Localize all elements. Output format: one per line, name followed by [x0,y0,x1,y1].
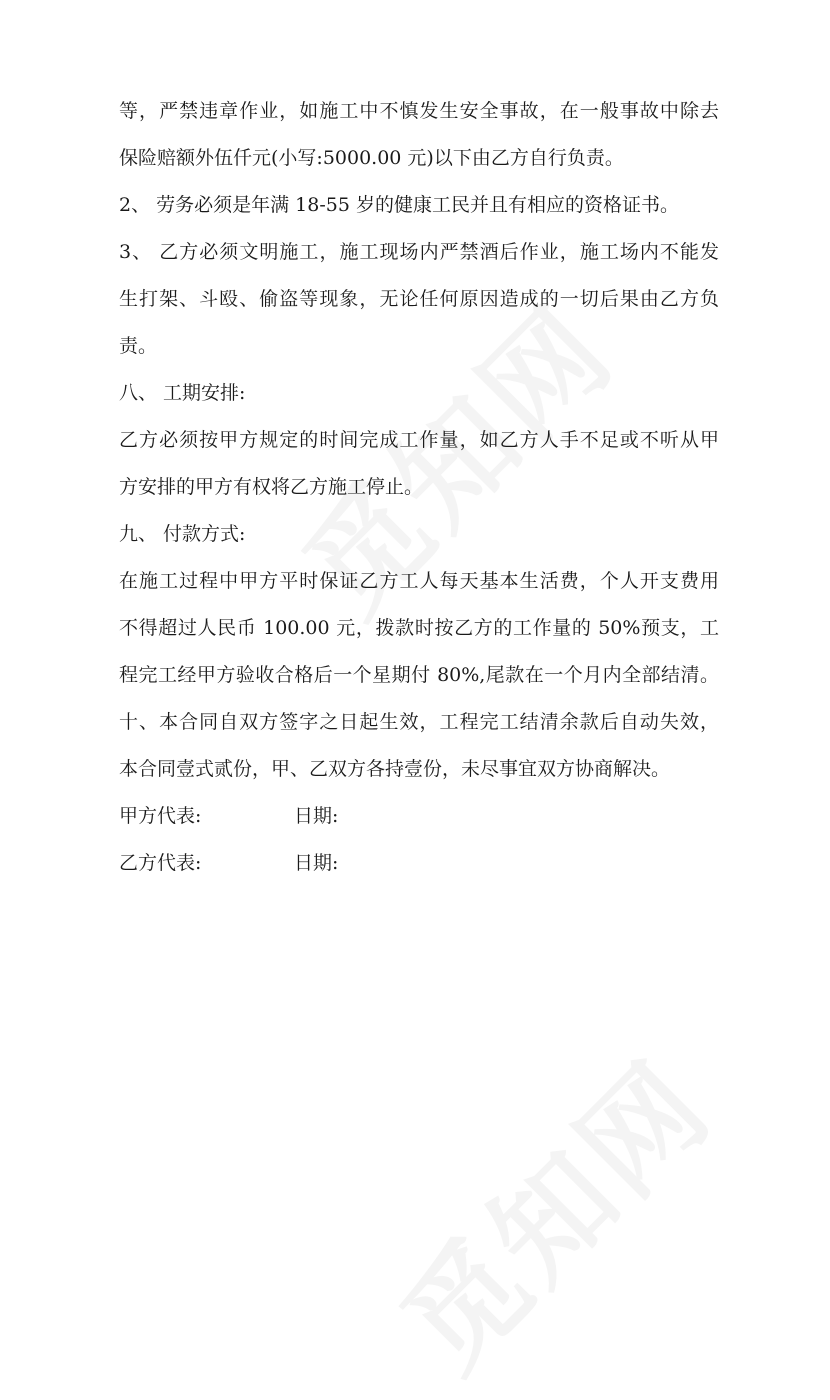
watermark-text-bottom [358,1017,741,1400]
paragraph-line [119,754,719,784]
watermark-bottom [273,983,627,1337]
signature-row-b [119,848,719,878]
paragraph-line [119,660,719,690]
item-3-line-3: 责。 [119,335,158,357]
item-3-line-2: 生打架、斗殴、偷盗等现象，无论任何原因造成的一切后果由乙方负 [119,288,719,310]
document-body [119,96,719,895]
section-heading [119,519,719,549]
party-b-label: 乙方代表: [119,852,202,874]
section-9-line-3: 程完工经甲方验收合格后一个星期付 80%,尾款在一个月内全部结清。 [119,664,719,686]
item-3-line-1: 3、 乙方必须文明施工，施工现场内严禁酒后作业，施工场内不能发 [119,241,719,263]
party-a-label: 甲方代表: [119,805,202,827]
paragraph-line [119,284,719,314]
section-8-heading: 八、 工期安排: [119,382,246,404]
section-9-heading: 九、 付款方式: [119,523,246,545]
section-9-line-1: 在施工过程中甲方平时保证乙方工人每天基本生活费，个人开支费用 [119,570,719,592]
paragraph-line [119,613,719,643]
item-2: 2、 劳务必须是年满 18-55 岁的健康工民并且有相应的资格证书。 [119,194,679,216]
section-8-line-2: 方安排的甲方有权将乙方施工停止。 [119,476,424,498]
signature-row-a [119,801,719,831]
section-10-line-2: 本合同壹式贰份，甲、乙双方各持壹份，未尽事宜双方协商解决。 [119,758,671,780]
paragraph-line [119,96,719,126]
section-9-line-2: 不得超过人民币 100.00 元，拨款时按乙方的工作量的 50%预支，工 [119,617,719,639]
safety-line-1: 等，严禁违章作业，如施工中不慎发生安全事故，在一般事故中除去 [119,100,719,122]
party-a-date: 日期: [294,805,339,827]
paragraph-line [119,237,719,267]
paragraph-line [119,707,719,737]
section-heading [119,378,719,408]
safety-line-2: 保险赔额外伍仟元(小写:5000.00 元)以下由乙方自行负责。 [119,147,624,169]
paragraph-line [119,143,719,173]
paragraph-line [119,566,719,596]
paragraph-line [119,190,719,220]
party-b-date: 日期: [294,852,339,874]
paragraph-line [119,331,719,361]
paragraph-line [119,425,719,455]
section-8-line-1: 乙方必须按甲方规定的时间完成工作量，如乙方人手不足或不听从甲 [119,429,719,451]
paragraph-line [119,472,719,502]
section-10-line-1: 十、本合同自双方签字之日起生效，工程完工结清余款后自动失效， [119,711,719,733]
